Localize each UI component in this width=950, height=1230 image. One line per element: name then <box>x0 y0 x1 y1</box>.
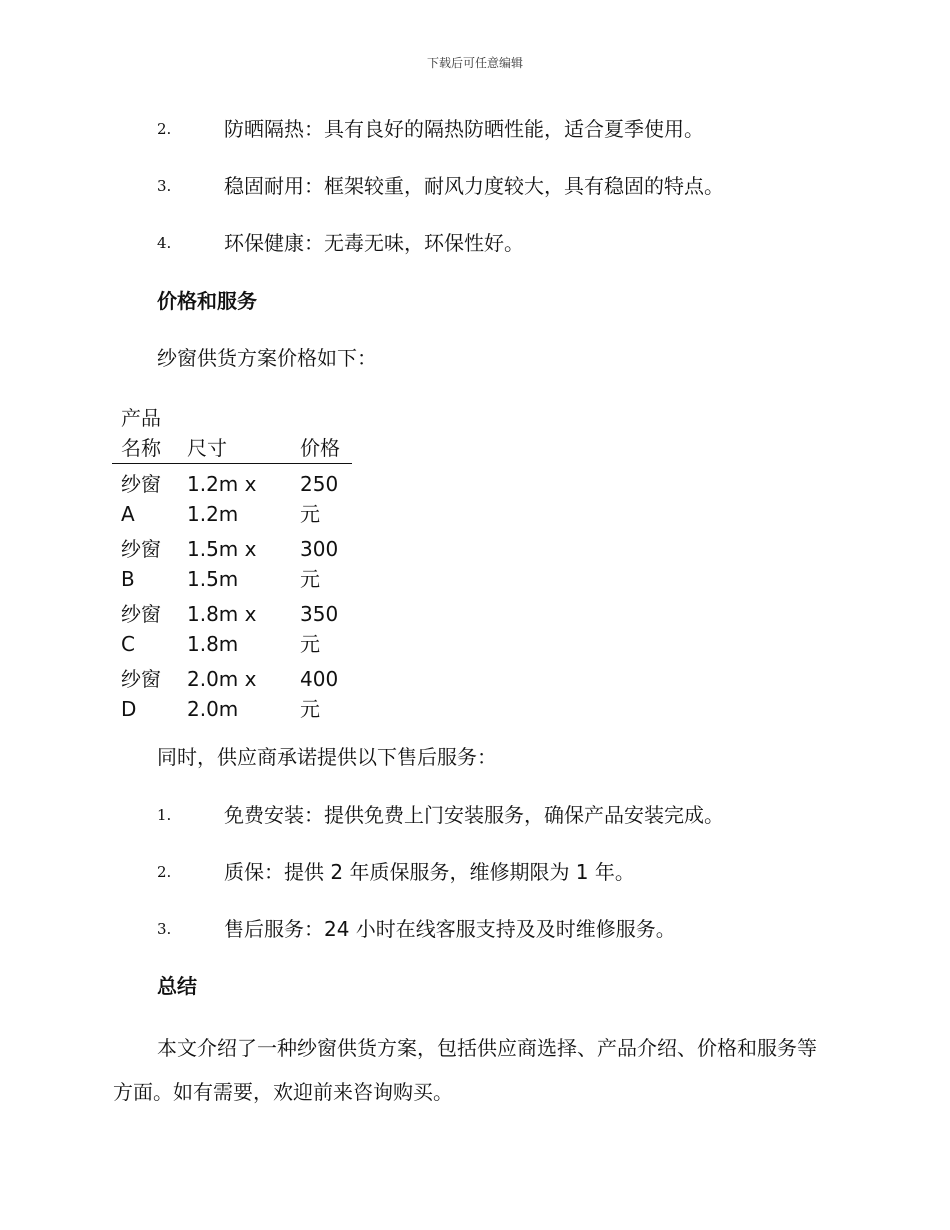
table-header-cell: 尺寸 <box>187 436 227 460</box>
list-text: 售后服务：24 小时在线客服支持及及时维修服务。 <box>224 917 676 941</box>
table-cell: 1.5m x 1.5m <box>187 537 257 591</box>
service-item <box>0 800 950 830</box>
service-item <box>0 857 950 887</box>
table-header-cell: 价格 <box>300 436 340 460</box>
list-number: 4. <box>157 234 172 252</box>
services-intro: 同时，供应商承诺提供以下售后服务： <box>157 745 497 769</box>
list-number: 3. <box>157 177 172 195</box>
table-cell: 250元 <box>300 472 339 526</box>
table-header-cell: 产品名称 <box>121 406 161 460</box>
table-cell: 纱窗C <box>121 602 161 656</box>
section-heading-pricing: 价格和服务 <box>157 289 257 313</box>
table-cell: 纱窗B <box>121 537 161 591</box>
list-text: 质保：提供 2 年质保服务，维修期限为 1 年。 <box>224 860 635 884</box>
table-row <box>112 529 352 594</box>
feature-item <box>0 171 950 201</box>
table-row <box>112 464 352 529</box>
table-header-row <box>112 403 352 464</box>
summary-paragraph: 本文介绍了一种纱窗供货方案，包括供应商选择、产品介绍、价格和服务等方面。如有需要，欢迎前来咨询购买。 <box>113 1036 817 1104</box>
list-number: 2. <box>157 120 172 138</box>
table-cell: 400元 <box>300 667 339 721</box>
list-text: 环保健康：无毒无味，环保性好。 <box>224 231 524 255</box>
list-number: 1. <box>157 806 172 824</box>
table-cell: 2.0m x 2.0m <box>187 667 257 721</box>
pricing-intro: 纱窗供货方案价格如下： <box>157 346 377 370</box>
table-row <box>112 659 352 724</box>
service-item <box>0 914 950 944</box>
list-number: 3. <box>157 920 172 938</box>
table-cell: 1.2m x 1.2m <box>187 472 257 526</box>
page-header: 下载后可任意编辑 <box>426 56 523 70</box>
table-cell: 300元 <box>300 537 339 591</box>
table-cell: 1.8m x 1.8m <box>187 602 257 656</box>
list-text: 稳固耐用：框架较重，耐风力度较大，具有稳固的特点。 <box>224 174 724 198</box>
table-cell: 350元 <box>300 602 339 656</box>
list-number: 2. <box>157 863 172 881</box>
table-row <box>112 594 352 659</box>
price-table <box>112 403 352 724</box>
feature-item <box>0 228 950 258</box>
table-cell: 纱窗D <box>121 667 161 721</box>
section-heading-summary: 总结 <box>157 974 197 998</box>
list-text: 防晒隔热：具有良好的隔热防晒性能，适合夏季使用。 <box>224 117 704 141</box>
feature-item <box>0 114 950 144</box>
table-cell: 纱窗A <box>121 472 161 526</box>
list-text: 免费安装：提供免费上门安装服务，确保产品安装完成。 <box>224 803 724 827</box>
